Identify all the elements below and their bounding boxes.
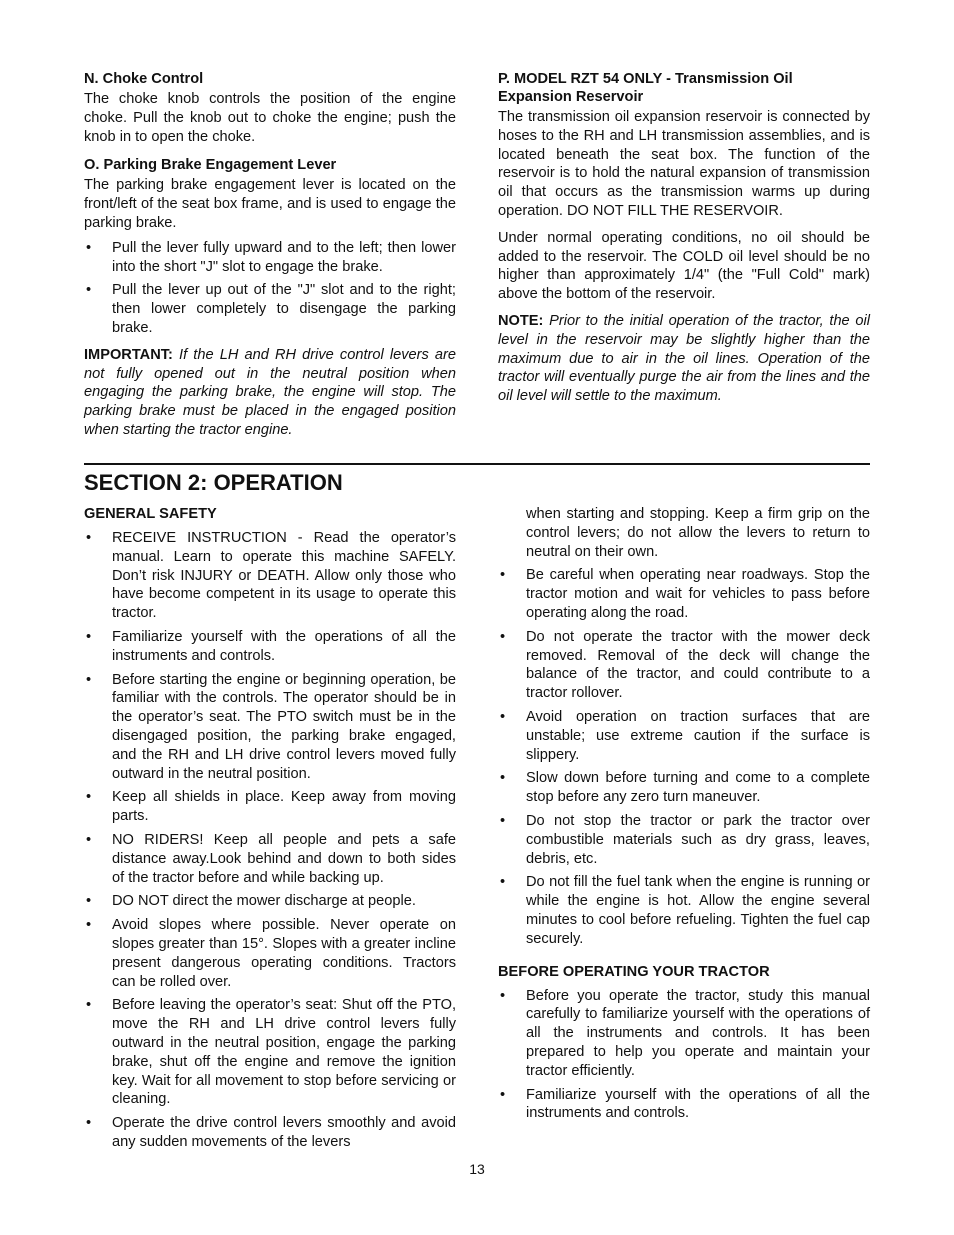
- important-text: If the LH and RH drive control levers are not fully opened out in the neutral position when engaging the parking brake, the engine will stop. The parking brake must be placed in the engaged position when starting the tractor engine.: [84, 346, 457, 438]
- page-number: 13: [469, 1161, 485, 1177]
- list-item: • Keep all shields in place. Keep away from moving parts.: [84, 788, 456, 826]
- important-label: IMPORTANT:: [84, 346, 173, 363]
- bottom-right-column: [498, 505, 870, 1129]
- list-item: • Operate the drive control levers smoothly and avoid any sudden movements of the levers: [84, 1114, 456, 1152]
- bottom-left-column: [84, 505, 456, 1158]
- top-right-column: [498, 70, 870, 412]
- list-item: • Before starting the engine or beginning operation, be familiar with the controls. The operator should be in the operator’s seat. The PTO switch must be in the disengaged position, the parking brake engaged, and the RH and LH drive control levers moved fully outward in the neutral position.: [84, 671, 456, 784]
- parking-brake-heading: O. Parking Brake Engagement Lever: [84, 157, 337, 174]
- general-safety-heading: GENERAL SAFETY: [84, 506, 217, 522]
- list-item: • Pull the lever fully upward and to the left; then lower into the short "J" slot to engage the brake.: [84, 239, 456, 277]
- before-operating-heading: BEFORE OPERATING YOUR TRACTOR: [498, 963, 770, 980]
- list-item-continuation: when starting and stopping. Keep a firm grip on the control levers; do not allow the levers to return to neutral on their own.: [526, 506, 870, 560]
- list-item: • Do not stop the tractor or park the tractor over combustible materials such as dry grass, leaves, debris, etc.: [498, 812, 870, 868]
- section-divider: [84, 463, 870, 465]
- list-item: • Pull the lever up out of the "J" slot and to the right; then lower completely to disengage the parking brake.: [84, 281, 456, 337]
- note-text: Prior to the initial operation of the tractor, the oil level in the reservoir may be slightly higher than the maximum due to air in the oil lines. Operation of the tractor will eventually purge the air from the lines and the oil level will settle to the maximum.: [498, 312, 871, 405]
- note-label: NOTE:: [498, 312, 544, 329]
- list-item: • Do not operate the tractor with the mower deck removed. Removal of the deck will change the balance of the tractor, and could contribute to a tractor rollover.: [498, 628, 870, 703]
- list-item: • Before you operate the tractor, study this manual carefully to familiarize yourself with the operations of all the instruments and controls. It has been prepared to help you operate and maintain your tractor efficiently.: [498, 987, 870, 1081]
- list-item: • Avoid operation on traction surfaces that are unstable; use extreme caution if the surface is slippery.: [498, 708, 870, 764]
- list-item: • Familiarize yourself with the operations of all the instruments and controls.: [84, 628, 456, 666]
- list-item: • Familiarize yourself with the operations of all the instruments and controls.: [498, 1086, 870, 1124]
- reservoir-para2: Under normal operating conditions, no oil should be added to the reservoir. The COLD oil level should be no higher than approximately 1/4" (the "Full Cold" mark) above the bottom of the reservoir.: [498, 229, 870, 303]
- before-operating-list: [498, 987, 870, 1124]
- choke-heading: N. Choke Control: [84, 71, 204, 87]
- list-item: • Be careful when operating near roadways. Stop the tractor motion and wait for vehicles to pass before operating along the road.: [498, 566, 870, 622]
- reservoir-heading: [498, 70, 870, 106]
- choke-body: The choke knob controls the position of the engine choke. Pull the knob out to choke the engine; push the knob in to open the choke.: [84, 91, 456, 145]
- list-item: • RECEIVE INSTRUCTION - Read the operator’s manual. Learn to operate this machine SAFELY. Don’t risk INJURY or DEATH. Allow only those who have become competent in its usage to operate this tractor.: [84, 529, 456, 623]
- parking-brake-body: The parking brake engagement lever is located on the front/left of the seat box frame, and is used to engage the parking brake.: [84, 177, 456, 231]
- list-item: • Slow down before turning and come to a complete stop before any zero turn maneuver.: [498, 769, 870, 807]
- list-item: • DO NOT direct the mower discharge at people.: [84, 892, 456, 911]
- general-safety-list-left: [84, 529, 456, 1152]
- list-item: • Avoid slopes where possible. Never operate on slopes greater than 15°. Slopes with a greater incline present dangerous operating conditions. Tractors can be rolled over.: [84, 916, 456, 991]
- reservoir-heading-line2: Expansion Reservoir: [498, 89, 644, 105]
- general-safety-list-right: [498, 505, 870, 949]
- reservoir-para1: The transmission oil expansion reservoir is connected by hoses to the RH and LH transmission assemblies, and is located beneath the seat box. The function of the reservoir is to hold the natural expansion of transmission oil that occurs as the transmission warms up during operation. DO NOT FILL THE RESERVOIR.: [498, 109, 870, 219]
- section-title: SECTION 2: OPERATION: [84, 470, 343, 495]
- list-item: • Before leaving the operator’s seat: Shut off the PTO, move the RH and LH drive control levers fully outward in the neutral position, engage the parking brake, shut off the engine and remove the ignition key. Wait for all movement to stop before servicing or cleaning.: [84, 996, 456, 1109]
- important-note: [84, 346, 456, 440]
- list-item: • Do not fill the fuel tank when the engine is running or while the engine is hot. Allow the engine several minutes to cool before refueling. Tighten the fuel cap securely.: [498, 873, 870, 948]
- top-left-column: [84, 70, 456, 446]
- parking-brake-list: [84, 239, 456, 338]
- list-item: • NO RIDERS! Keep all people and pets a safe distance away.Look behind and down to both sides of the tractor before and while backing up.: [84, 831, 456, 887]
- reservoir-heading-line1: P. MODEL RZT 54 ONLY - Transmission Oil: [498, 71, 793, 87]
- reservoir-note: [498, 312, 870, 406]
